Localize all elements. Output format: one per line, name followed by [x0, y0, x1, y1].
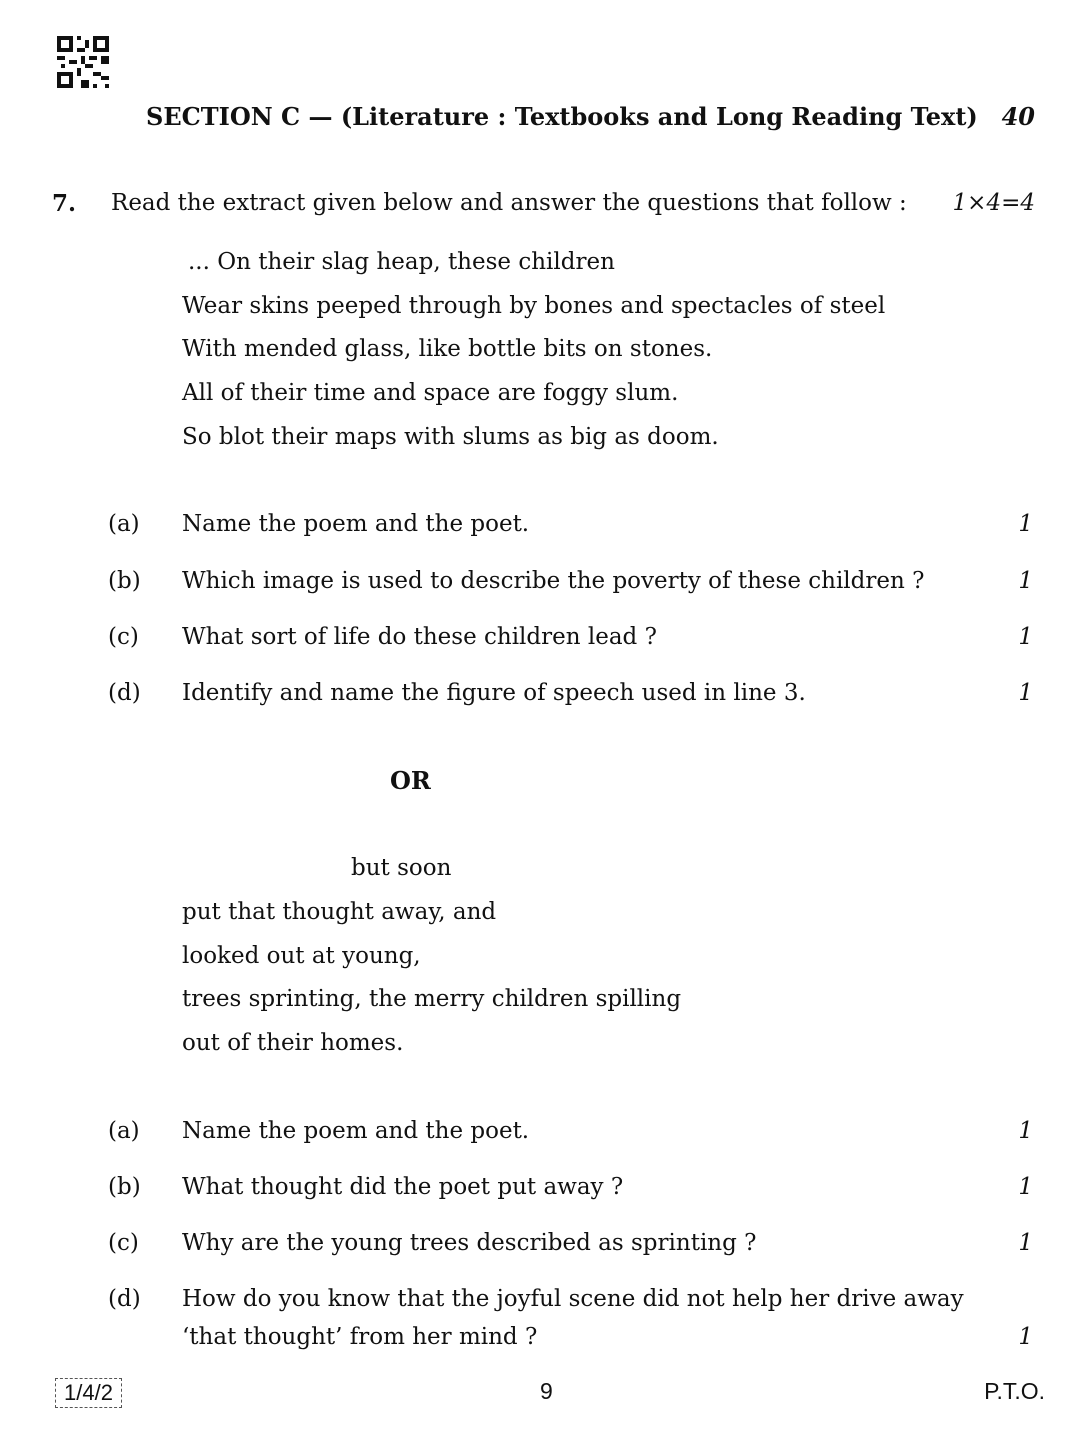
sub-question-label: (a) — [108, 511, 140, 537]
sub-question-mark: 1 — [1018, 624, 1033, 650]
sub-question-mark: 1 — [1018, 680, 1033, 706]
sub-question-label: (b) — [108, 1174, 141, 1200]
section-title: SECTION C — (Literature : Textbooks and Long Reading Text) — [146, 102, 978, 131]
sub-question-label: (c) — [108, 1230, 139, 1256]
sub-question-text: Name the poem and the poet. — [182, 1118, 530, 1144]
sub-question-text-continued: ‘that thought’ from her mind ? — [182, 1324, 538, 1350]
sub-question-label: (d) — [108, 1286, 141, 1312]
please-turn-over: P.T.O. — [984, 1378, 1045, 1404]
qr-code-icon — [57, 36, 109, 88]
poem-line: Wear skins peeped through by bones and spectacles of steel — [182, 293, 886, 319]
poem-line: looked out at young, — [182, 943, 421, 969]
question-number: 7. — [52, 190, 77, 217]
sub-question-label: (a) — [108, 1118, 140, 1144]
sub-question-mark: 1 — [1018, 511, 1033, 537]
sub-question-text: How do you know that the joyful scene did not help her drive away — [182, 1286, 964, 1312]
sub-question-text: Identify and name the figure of speech used in line 3. — [182, 680, 806, 706]
sub-question-label: (d) — [108, 680, 141, 706]
question-marks: 1×4=4 — [952, 190, 1035, 216]
sub-question-mark: 1 — [1018, 1324, 1033, 1350]
sub-question-text: Which image is used to describe the poverty of these children ? — [182, 568, 925, 594]
sub-question-label: (b) — [108, 568, 141, 594]
page-number: 9 — [540, 1378, 553, 1404]
sub-question-mark: 1 — [1018, 568, 1033, 594]
paper-code: 1/4/2 — [55, 1378, 122, 1408]
section-marks: 40 — [1001, 102, 1035, 131]
sub-question-mark: 1 — [1018, 1118, 1033, 1144]
poem-line: trees sprinting, the merry children spilling — [182, 986, 682, 1012]
question-instruction: Read the extract given below and answer the questions that follow : — [111, 190, 907, 216]
sub-question-mark: 1 — [1018, 1230, 1033, 1256]
sub-question-mark: 1 — [1018, 1174, 1033, 1200]
or-divider: OR — [390, 766, 431, 795]
poem-line: put that thought away, and — [182, 899, 497, 925]
poem-line: ... On their slag heap, these children — [188, 249, 615, 275]
sub-question-text: Why are the young trees described as sprinting ? — [182, 1230, 757, 1256]
poem-line: out of their homes. — [182, 1030, 404, 1056]
sub-question-text: What sort of life do these children lead ? — [182, 624, 657, 650]
sub-question-text: Name the poem and the poet. — [182, 511, 530, 537]
poem-line: So blot their maps with slums as big as doom. — [182, 424, 719, 450]
poem-line: With mended glass, like bottle bits on stones. — [182, 336, 713, 362]
poem-line: but soon — [351, 855, 452, 881]
sub-question-text: What thought did the poet put away ? — [182, 1174, 624, 1200]
sub-question-label: (c) — [108, 624, 139, 650]
poem-line: All of their time and space are foggy slum. — [182, 380, 679, 406]
